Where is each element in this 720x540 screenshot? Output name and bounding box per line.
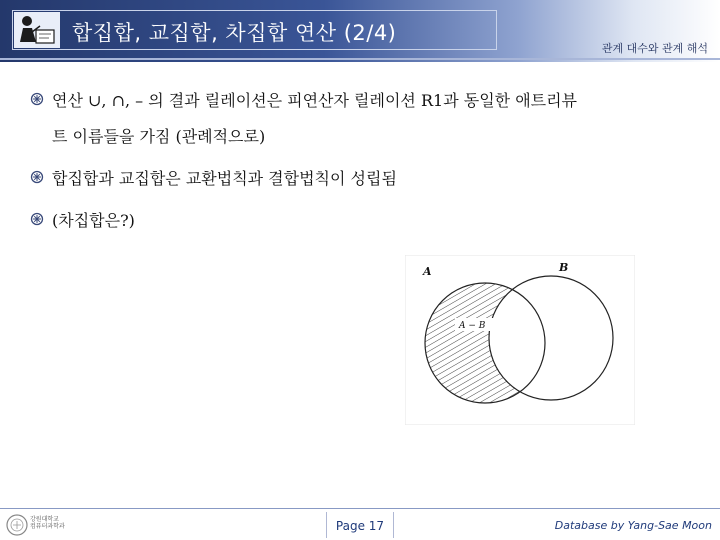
venn-diagram (405, 255, 635, 425)
a-minus-b-region (405, 255, 635, 425)
header-divider (0, 58, 720, 60)
header-subtitle: 관계 대수와 관계 해석 (601, 42, 708, 55)
footer-logo-line-2: 컴퓨터과학과 (30, 523, 65, 530)
footer-divider (0, 508, 720, 509)
bullet-icon (30, 170, 44, 184)
bullet-1-line-2: 트 이름들을 가짐 (관례적으로) (52, 127, 266, 146)
bullet-icon (30, 212, 44, 226)
set-a-label: A (423, 265, 432, 278)
bullet-2-text: 합집합과 교집합은 교환법칙과 결합법칙이 성립됨 (52, 169, 397, 188)
set-b-label: B (559, 261, 569, 274)
footer-credit: Database by Yang-Sae Moon (554, 519, 712, 532)
a-minus-b-label: A − B (459, 321, 486, 331)
bullet-1-line-1: 연산 ∪, ∩, – 의 결과 릴레이션은 피연산자 릴레이션 R1과 동일한 애트리뷰 (52, 91, 578, 110)
page-title: 합집합, 교집합, 차집합 연산 (2/4) (72, 21, 397, 45)
page-number: Page 17 (326, 512, 394, 538)
bullet-icon (30, 92, 44, 106)
footer-logo-text (30, 516, 65, 530)
footer-logo-line-1: 강원대학교 (30, 516, 59, 523)
bullet-3-text: (차집합은?) (52, 211, 135, 230)
presenter-logo-icon (14, 12, 60, 48)
